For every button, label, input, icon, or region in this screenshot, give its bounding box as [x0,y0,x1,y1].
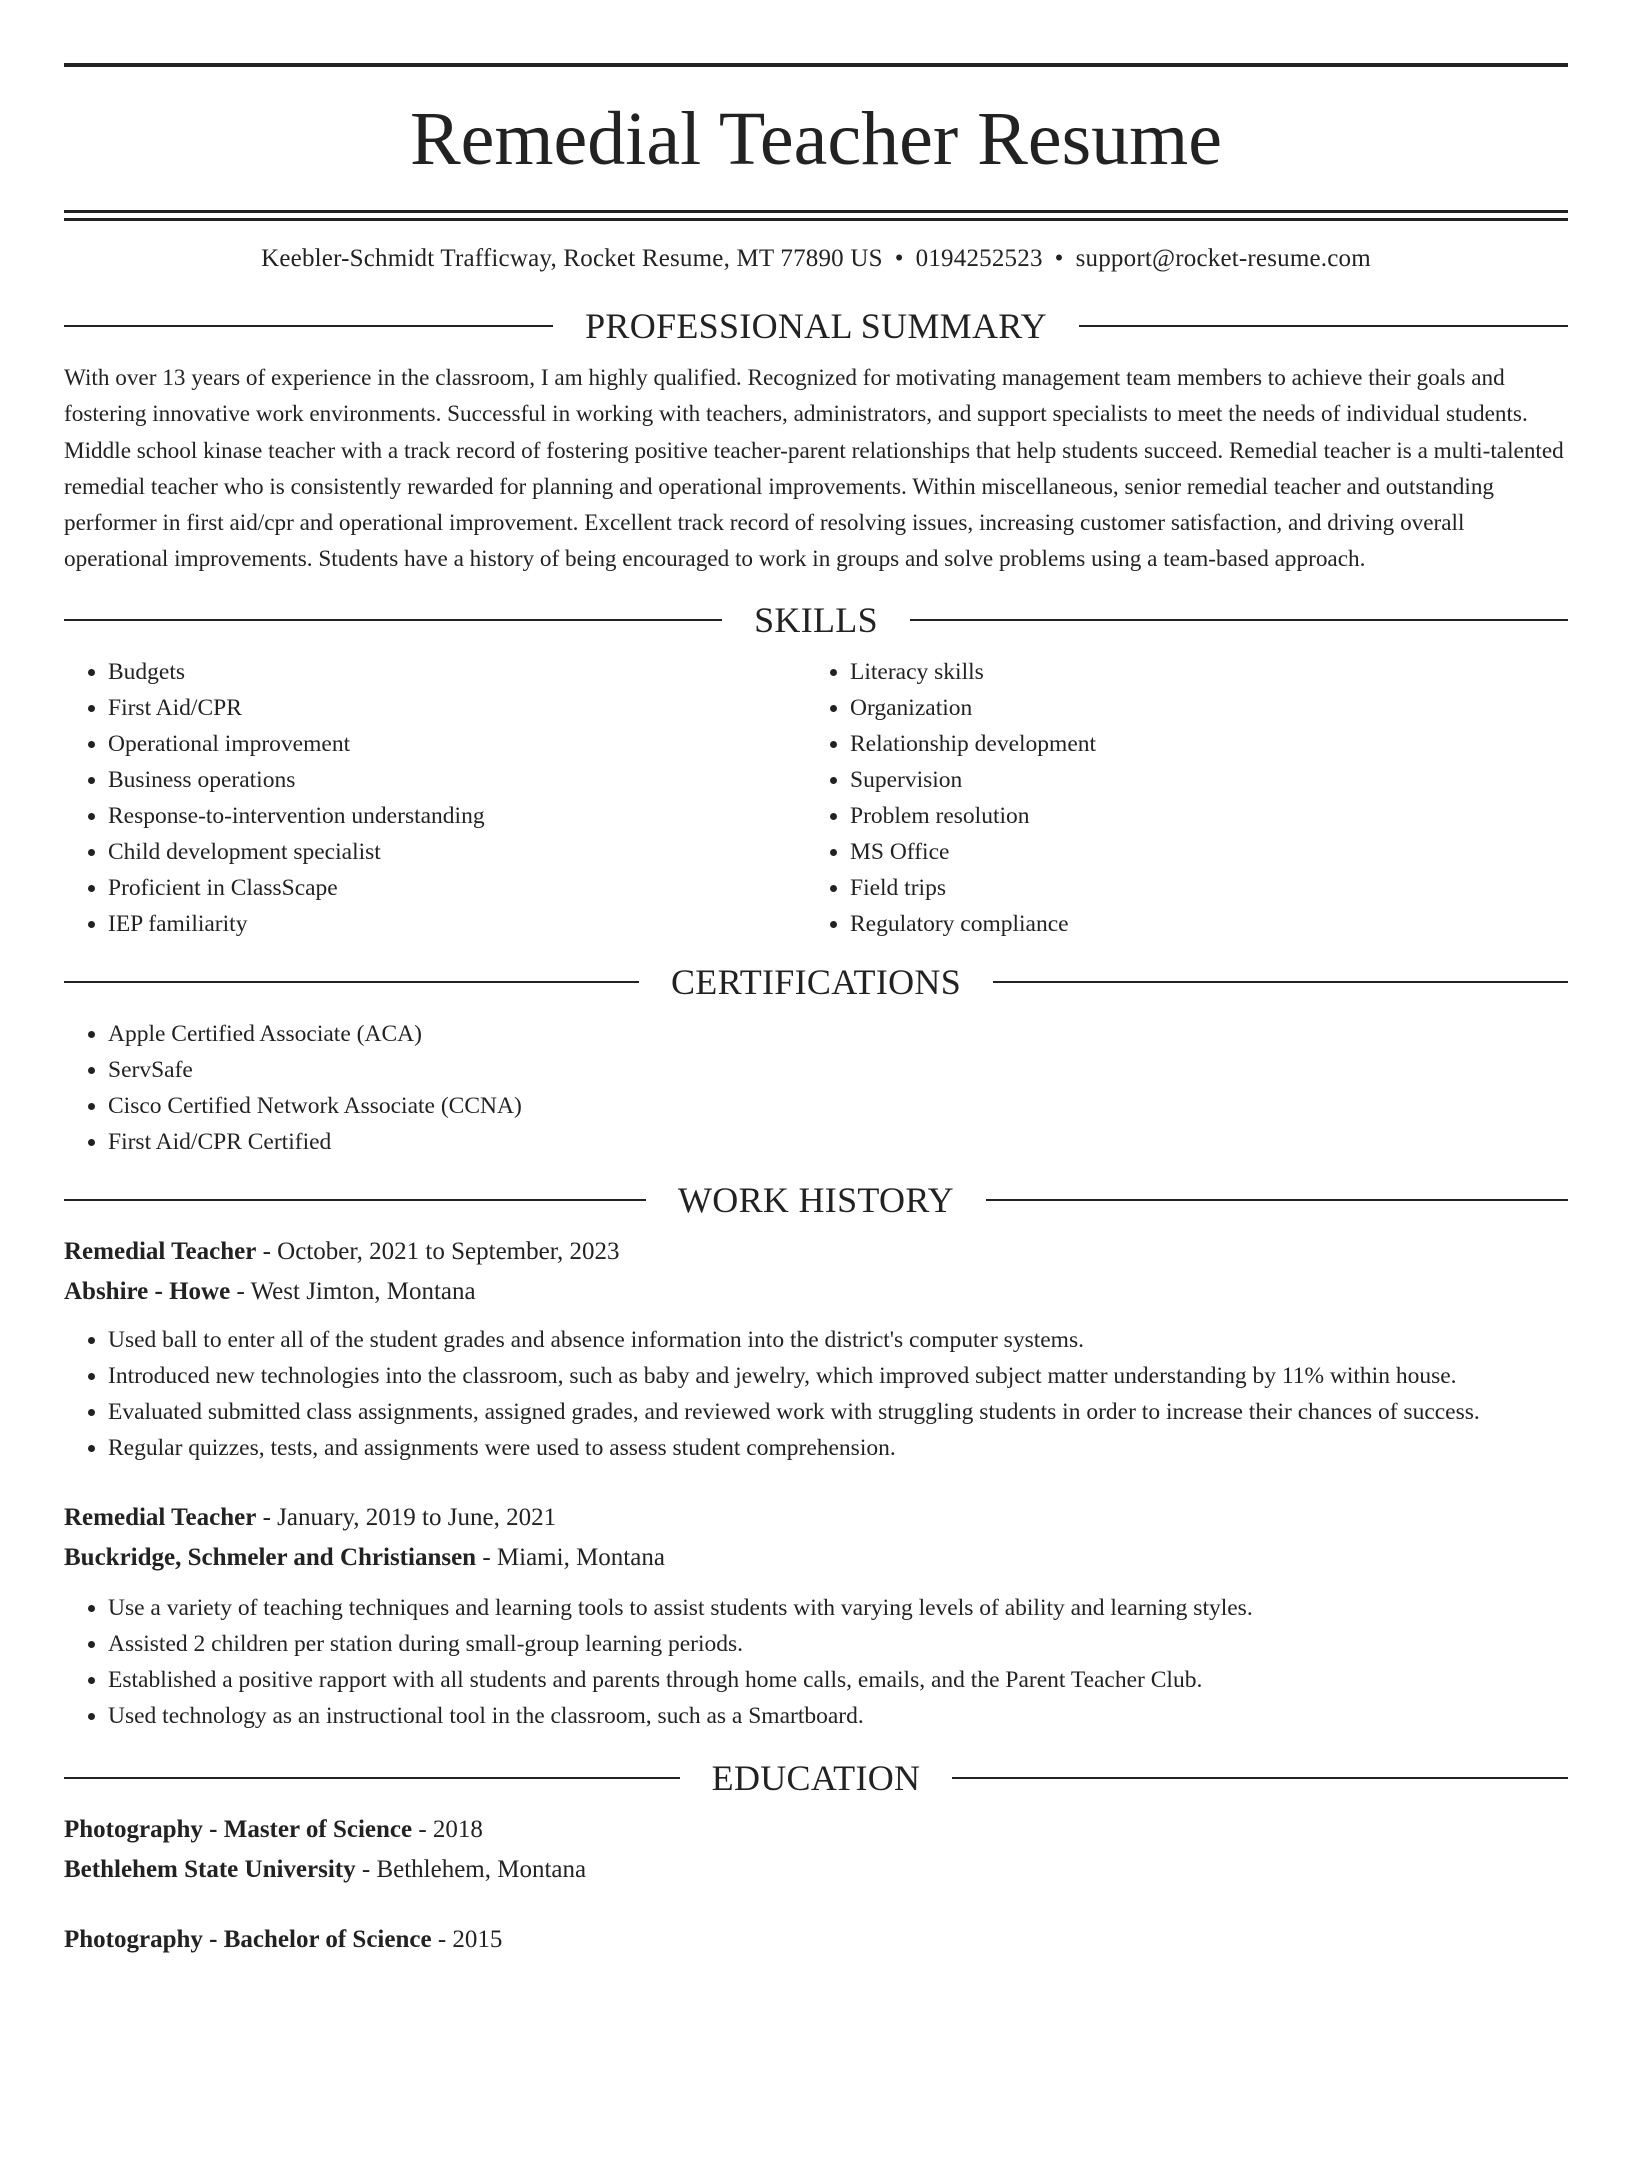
job-duty: • Introduced new technologies into the classroom, such as baby and jewelry, which improved subject matter understanding by 11% within house. [108,1358,1568,1394]
title-double-rule [64,210,1568,221]
job-duty: • Assisted 2 children per station during small-group learning periods. [108,1626,1568,1662]
contact-phone[interactable]: 0194252523 [915,245,1043,272]
education-degree-line [64,1810,1568,1850]
certification-item: • Apple Certified Associate (ACA) [108,1016,1568,1052]
education-degree-line [64,1920,1568,1960]
summary-section-heading [64,304,1568,348]
heading-rule-right [986,1199,1568,1201]
job-company-line [64,1272,1568,1312]
skill-item: • Budgets [108,654,806,690]
heading-rule-right [910,619,1568,621]
job-duty: • Evaluated submitted class assignments, assigned grades, and reviewed work with struggling students in order to increase their chances of success. [108,1394,1568,1430]
contact-address: Keebler-Schmidt Trafficway, Rocket Resume, MT 77890 US [261,245,883,272]
job-company-line [64,1538,1568,1578]
summary-heading: PROFESSIONAL SUMMARY [585,306,1047,346]
heading-rule-left [64,619,722,621]
certification-item: • ServSafe [108,1052,1568,1088]
job-company: Buckridge, Schmeler and Christiansen [64,1543,477,1571]
job-location: - Miami, Montana [476,1543,665,1571]
contact-separator: • [894,245,904,272]
heading-rule-left [64,1777,680,1779]
job-title: Remedial Teacher [64,1237,257,1265]
certification-item: • First Aid/CPR Certified [108,1124,1568,1160]
education-school-line [64,1850,1568,1890]
skill-item: • Relationship development [850,726,1548,762]
job-entry [64,1498,1568,1734]
job-dates: - October, 2021 to September, 2023 [256,1237,620,1265]
contact-separator: • [1054,245,1064,272]
job-title-line [64,1232,1568,1272]
job-entry [64,1232,1568,1466]
job-title-line [64,1498,1568,1538]
skill-item: • First Aid/CPR [108,690,806,726]
skill-item: • Operational improvement [108,726,806,762]
job-title: Remedial Teacher [64,1503,257,1531]
heading-rule-left [64,1199,646,1201]
skill-item: • Response-to-intervention understanding [108,798,806,834]
heading-rule-right [993,981,1568,983]
job-duty: • Used ball to enter all of the student grades and absence information into the district's computer systems. [108,1322,1568,1358]
certifications-heading: CERTIFICATIONS [670,961,962,1002]
job-company: Abshire - Howe [64,1277,231,1305]
heading-rule-right [952,1777,1568,1779]
job-duty: • Regular quizzes, tests, and assignments were used to assess student comprehension. [108,1430,1568,1466]
education-school: Bethlehem State University [64,1855,356,1883]
skill-item: • IEP familiarity [108,906,806,942]
skills-list [64,654,1568,942]
job-duty: • Used technology as an instructional tool in the classroom, such as a Smartboard. [108,1698,1568,1734]
contact-email[interactable]: support@rocket-resume.com [1075,245,1371,272]
work-section-heading [64,1178,1568,1222]
contact-line [64,244,1568,274]
education-entry [64,1920,1568,1960]
education-year: - 2018 [412,1815,483,1843]
skill-item: • Field trips [850,870,1548,906]
summary-text: With over 13 years of experience in the classroom, I am highly qualified. Recognized for motivating management team members to achieve their goals and fostering innovative work environments. Successful in working with teachers, administrators, and support specialists to meet the needs of individual students. Middle school kinase teacher with a track record of fostering positive teacher-parent relationships that help students succeed. Remedial teacher is a multi-talented remedial teacher who is consistently rewarded for planning and operational improvements. Within miscellaneous, senior remedial teacher and outstanding performer in first aid/cpr and operational improvement. Excellent track record of resolving issues, increasing customer satisfaction, and driving overall operational improvements. Students have a history of being encouraged to work in groups and solve problems using a team-based approach. [64,365,1564,573]
job-duties-list [64,1590,1568,1734]
resume-page [0,63,1632,2175]
skill-item: • Supervision [850,762,1548,798]
education-heading: EDUCATION [711,1757,921,1798]
skills-section-heading [64,598,1568,642]
education-year: - 2015 [431,1925,503,1953]
certifications-list [64,1016,1568,1160]
education-location: - Bethlehem, Montana [355,1855,587,1883]
skill-item: • Regulatory compliance [850,906,1548,942]
job-dates: - January, 2019 to June, 2021 [256,1503,557,1531]
skill-item: • Proficient in ClassScape [108,870,806,906]
skill-item: • Literacy skills [850,654,1548,690]
skills-column-left [64,654,806,942]
job-duties-list [64,1322,1568,1466]
skill-item: • Child development specialist [108,834,806,870]
skills-heading: SKILLS [754,599,878,640]
skill-item: • Organization [850,690,1548,726]
page-title: Remedial Teacher Resume [409,97,1223,181]
heading-rule-left [64,325,553,327]
skills-column-right [806,654,1548,942]
top-rule [64,63,1568,67]
heading-rule-right [1079,325,1568,327]
work-heading: WORK HISTORY [678,1179,954,1220]
job-duty: • Established a positive rapport with all students and parents through home calls, emails, and the Parent Teacher Club. [108,1662,1568,1698]
certifications-section-heading [64,960,1568,1004]
education-entry [64,1810,1568,1890]
education-degree: Photography - Master of Science [64,1815,413,1843]
education-degree: Photography - Bachelor of Science [64,1925,432,1953]
heading-rule-left [64,981,639,983]
certification-item: • Cisco Certified Network Associate (CCNA) [108,1088,1568,1124]
job-location: - West Jimton, Montana [230,1277,476,1305]
job-duty: • Use a variety of teaching techniques and learning tools to assist students with varying levels of ability and learning styles. [108,1590,1568,1626]
skill-item: • Business operations [108,762,806,798]
skill-item: • MS Office [850,834,1548,870]
skill-item: • Problem resolution [850,798,1548,834]
education-section-heading [64,1756,1568,1800]
